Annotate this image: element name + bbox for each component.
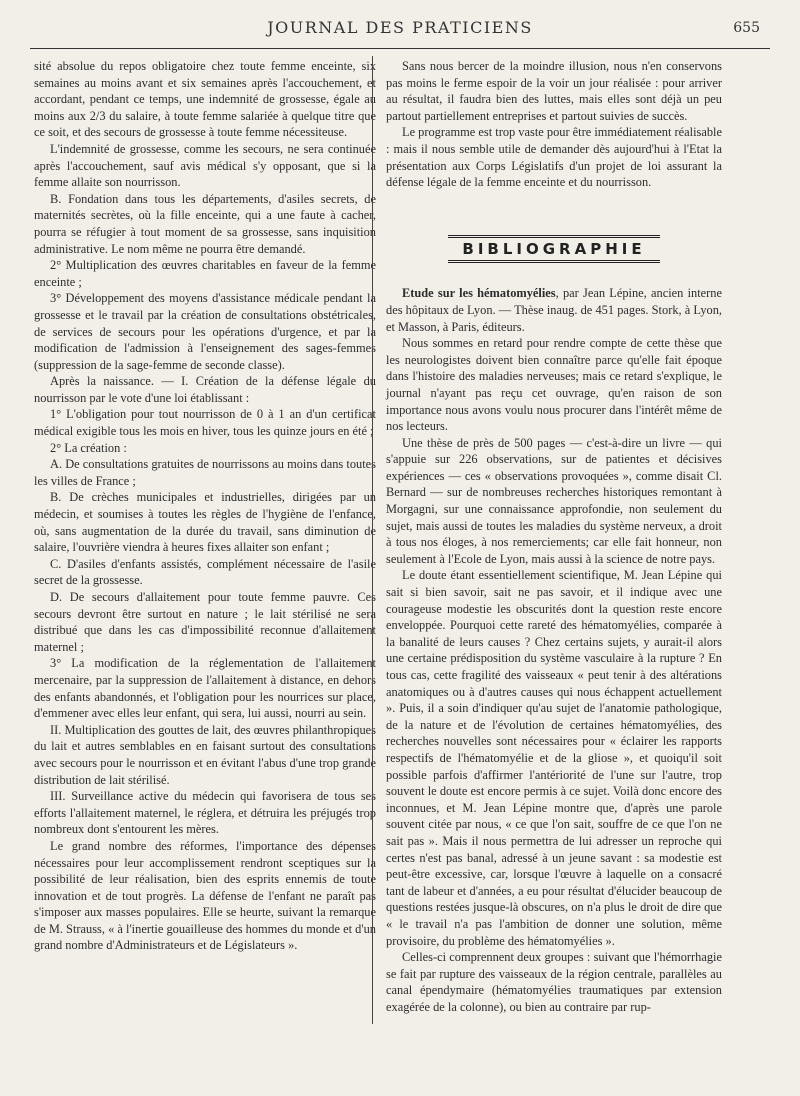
column-divider <box>372 56 373 1024</box>
paragraph: 3° La modification de la réglementation de l'allaitement mercenaire, par la suppression de l'allaitement à distance, en dehors des enfants abandonnés, et l'obligation pour les nourrices sur place, d'emmener avec elles leur enfant, qui sera, lui aussi, nourri au sein. <box>34 656 376 721</box>
paragraph: Le programme est trop vaste pour être immédiatement réalisable : mais il nous semble utile de demander dès aujourd'hui à l'Etat la présentation aux Corps Législatifs d'un projet de loi assurant la défense légale de la femme enceinte et du nourrisson. <box>386 125 722 190</box>
entry-title: Etude sur les hématomyélies <box>402 286 556 301</box>
paragraph: 3° Développement des moyens d'assistance médicale pendant la grossesse et le travail par la création de consultations obstétricales, de services de secours pour les opérations d'urgence, et par la modification de l'admission à l'enseignement des sages-femmes (suppression de la sage-femme de seconde classe). <box>34 291 376 372</box>
paragraph: 2° Multiplication des œuvres charitables en faveur de la femme enceinte ; <box>34 258 376 289</box>
bibliography-heading: BIBLIOGRAPHIE <box>386 235 722 264</box>
paragraph: B. De crèches municipales et industrielles, dirigées par un médecin, et soumises à toutes les règles de l'hygiène de l'enfance, où, sans augmentation de la durée du travail, sans diminution de salaire, l'ouvrière viendra à heures fixes allaiter son enfant ; <box>34 490 376 555</box>
page-number: 655 <box>733 20 760 36</box>
paragraph: Après la naissance. — I. Création de la défense légale du nourrisson par le vote d'une loi établissant : <box>34 374 376 405</box>
left-column <box>34 58 376 954</box>
right-column <box>386 58 722 1015</box>
paragraph: sité absolue du repos obligatoire chez toute femme enceinte, six semaines au moins avant et six semaines après l'accouchement, et accordant, pendant ce temps, une indemnité de grossesse, égale au moins aux 2/3 du salaire, à toute femme salariée à quelque titre que ce soit, et des secours de grossesse à toute femme nécessiteuse. <box>34 59 376 140</box>
paragraph: Le doute étant essentiellement scientifique, M. Jean Lépine qui sait si bien savoir, sait ne pas savoir, et il indique avec une courageuse modestie les obscurités dont la question reste encore enveloppée. Pourquoi cette rareté des hématomyélies, comparée à la banalité de leurs causes ? Chez certains sujets, y aurait-il alors une certaine prédisposition du système vasculaire à la rupture ? En tous cas, cette fragilité des vaisseaux « peut tenir à des altérations anatomiques ou à d'autres causes qui nous échappent actuellement ». Puis, il a soin d'indiquer qu'au sujet de l'anatomie pathologique, de la nature et de l'évolution de certaines hématomyélies, des recherches nouvelles sont nécessaires pour « éclairer les rapports respectifs de l'hématomyélie et de la gliose », et quoiqu'il soit possible parfois d'affirmer l'antériorité de l'une sur l'autre, trop souvent le doute est encore permis à ce sujet. Voilà donc encore des inconnues, et M. Jean Lépine montre que, d'après une parole souvent citée par nous, « ce que l'on sait, souffre de ce que l'on ne sait pas ». Mais il nous permettra de lui adresser un reproche qui certes n'est pas banal, adressé à un jeune savant : sa modestie est peut-être excessive, car, lorsque l'œuvre à laquelle on a consacré tant de labeur et d'années, a eu pour résultat d'élucider beaucoup de questions restées jusque-là obscures, on n'a plus le droit de dire que « le travail n'a pas l'ambition de donner une solution, même provisoire, du problème des hématomyélies ». <box>386 568 722 948</box>
bibliography-entry <box>386 285 722 335</box>
paragraph: D. De secours d'allaitement pour toute femme pauvre. Ces secours devront être surtout en nature ; le lait stérilisé ne sera distribué que dans les cas d'impossibilité reconnue d'allaitement maternel ; <box>34 590 376 654</box>
paragraph: 2° La création : <box>50 440 127 455</box>
paragraph: Celles-ci comprennent deux groupes : suivant que l'hémorrhagie se fait par rupture des vaisseaux de la région centrale, parallèles au canal épendymaire (hématomyélies traumatiques par extension exagérée de la colonne), ou bien au contraire par rup- <box>386 950 722 1014</box>
paragraph: 1° L'obligation pour tout nourrisson de 0 à 1 an d'un certificat médical exigible tous les mois en hiver, tous les quinze jours en été ; <box>34 407 376 439</box>
paragraph: C. D'asiles d'enfants assistés, complément nécessaire de l'asile secret de la grossesse. <box>34 556 376 588</box>
page-header <box>28 14 772 50</box>
paragraph: B. Fondation dans tous les départements, d'asiles secrets, de maternités secrètes, où la fille enceinte, qui a une faute à cacher, pourra se réfugier à tout moment de sa grossesse, sans inquisition administrative. Le nom même ne pourra être demandé. <box>34 191 376 256</box>
journal-title: JOURNAL DES PRATICIENS <box>267 18 533 37</box>
paragraph: A. De consultations gratuites de nourrissons au moins dans toutes les villes de France ; <box>34 457 376 488</box>
paragraph: Sans nous bercer de la moindre illusion, nous n'en conservons pas moins le ferme espoir de la voir un jour réalisée : pour arriver au résultat, il faudra bien des luttes, mais elles sont déjà un peu partout partiellement entreprises et partout suivies de succès. <box>386 59 722 123</box>
paragraph: Une thèse de près de 500 pages — c'est-à-dire un livre — qui s'appuie sur 226 observations, sur de patientes et décisives expériences — ces « observations provoquées », comme disait Cl. Bernard — sur de nombreuses recherches historiques remontant à Morgagni, sur une connaissance approfondie, non seulement du sujet, mais aussi de toutes les maladies du système nerveux, a droit à tous nos éloges, à nos remerciements; car elle fait honneur, non seulement à l'Ecole de Lyon, mais aussi à la science de notre pays. <box>386 435 722 566</box>
entry-details: , par Jean Lépine, ancien interne des hôpitaux de Lyon. — Thèse inaug. de 451 pages. Stork, à Lyon, et Masson, à Paris, éditeurs. <box>386 286 722 334</box>
paragraph: Le grand nombre des réformes, l'importance des dépenses nécessaires pour leur accomplissement rendront sceptiques sur la possibilité de leur réalisation, bien des esprits ennemis de toute innovation et de tout progrès. La défense de l'enfant ne paraît pas s'imposer aux masses populaires. Elle se heurte, suivant la remarque de M. Strauss, « à l'inertie gouailleuse des hommes du monde et d'un grand nombre d'Administrateurs et de Législateurs ». <box>34 838 376 953</box>
paragraph: L'indemnité de grossesse, comme les secours, ne sera continuée après l'accouchement, sauf avis médical s'y opposant, que si la femme allaite son nourrisson. <box>34 141 376 190</box>
paragraph: III. Surveillance active du médecin qui favorisera de tous ses efforts l'allaitement maternel, le réglera, et détruira les préjugés trop nombreux dont s'entourent les mères. <box>34 789 376 837</box>
paragraph: II. Multiplication des gouttes de lait, des œuvres philanthropiques du lait et autres semblables en en faisant surtout des consultations avec secours pour le nourrisson et en évitant l'abus d'une trop grande distribution de lait stérilisé. <box>34 722 376 787</box>
paragraph: Nous sommes en retard pour rendre compte de cette thèse que les neurologistes doivent bien connaître parce qu'elle fait époque dans l'histoire des maladies nerveuses; mais ce retard s'explique, le journal n'ayant pas reçu cet ouvrage, qu'en raison de son importance nous avons voulu nous procurer dans l'intérêt même de nos lecteurs. <box>386 336 722 434</box>
header-rule <box>30 48 770 49</box>
